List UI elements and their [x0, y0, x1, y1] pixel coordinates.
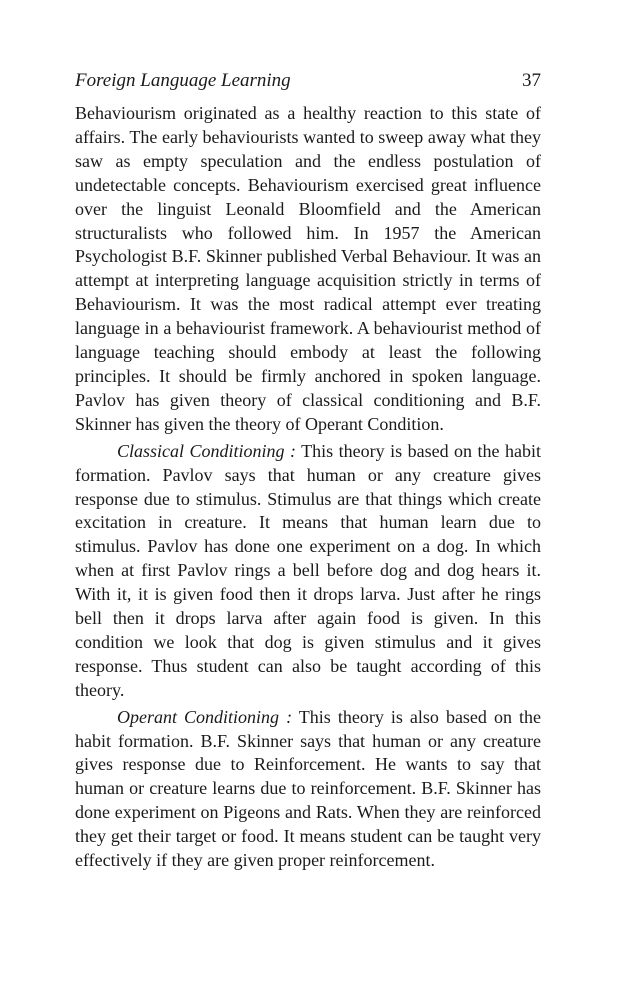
- section-heading-classical-conditioning: Classical Conditioning :: [117, 440, 296, 461]
- running-head: [75, 70, 541, 96]
- paragraph-text: This theory is also based on the habit formation. B.F. Skinner says that human or any creature gives response due to Reinforcement. He wants to say that human or creature learns due to reinforcement. B.F. Skinner has done experiment on Pigeons and Rats. When they are reinforced they get their target or food. It means student can be taught very effectively if they are given proper reinforcement.: [75, 706, 541, 871]
- paragraph-text: Behaviourism originated as a healthy reaction to this state of affairs. The early behaviourists wanted to sweep away what they saw as empty speculation and the endless postulation of undetectable concepts. Behaviourism exercised great influence over the linguist Leonald Bloomfield and the American structuralists who followed him. In 1957 the American Psychologist B.F. Skinner published Verbal Behaviour. It was an attempt at interpreting language acquisition strictly in terms of Behaviourism. It was the most radical attempt ever treating language in a behaviourist framework. A behaviourist method of language teaching should embody at least the following principles. It should be firmly anchored in spoken language. Pavlov has given theory of classical conditioning and B.F. Skinner has given the theory of Operant Condition.: [75, 103, 541, 434]
- book-page: [75, 70, 541, 873]
- running-head-title: Foreign Language Learning: [75, 70, 291, 91]
- paragraph-classical-conditioning: [75, 440, 541, 703]
- paragraph-behaviourism: [75, 102, 541, 437]
- section-heading-operant-conditioning: Operant Conditioning :: [117, 706, 293, 727]
- page-number: 37: [522, 70, 541, 91]
- paragraph-text: This theory is based on the habit formation. Pavlov says that human or any creature gives response due to stimulus. Stimulus are that things which create excitation in creature. It means that human learn due to stimulus. Pavlov has done one experiment on a dog. In which when at first Pavlov rings a bell before dog and dog hears it. With it, it is given food then it drops larva. Just after he rings bell then it drops larva after again food is given. In this condition we look that dog is given stimulus and it gives response. Thus student can also be taught according of this theory.: [75, 440, 541, 700]
- paragraph-operant-conditioning: [75, 706, 541, 873]
